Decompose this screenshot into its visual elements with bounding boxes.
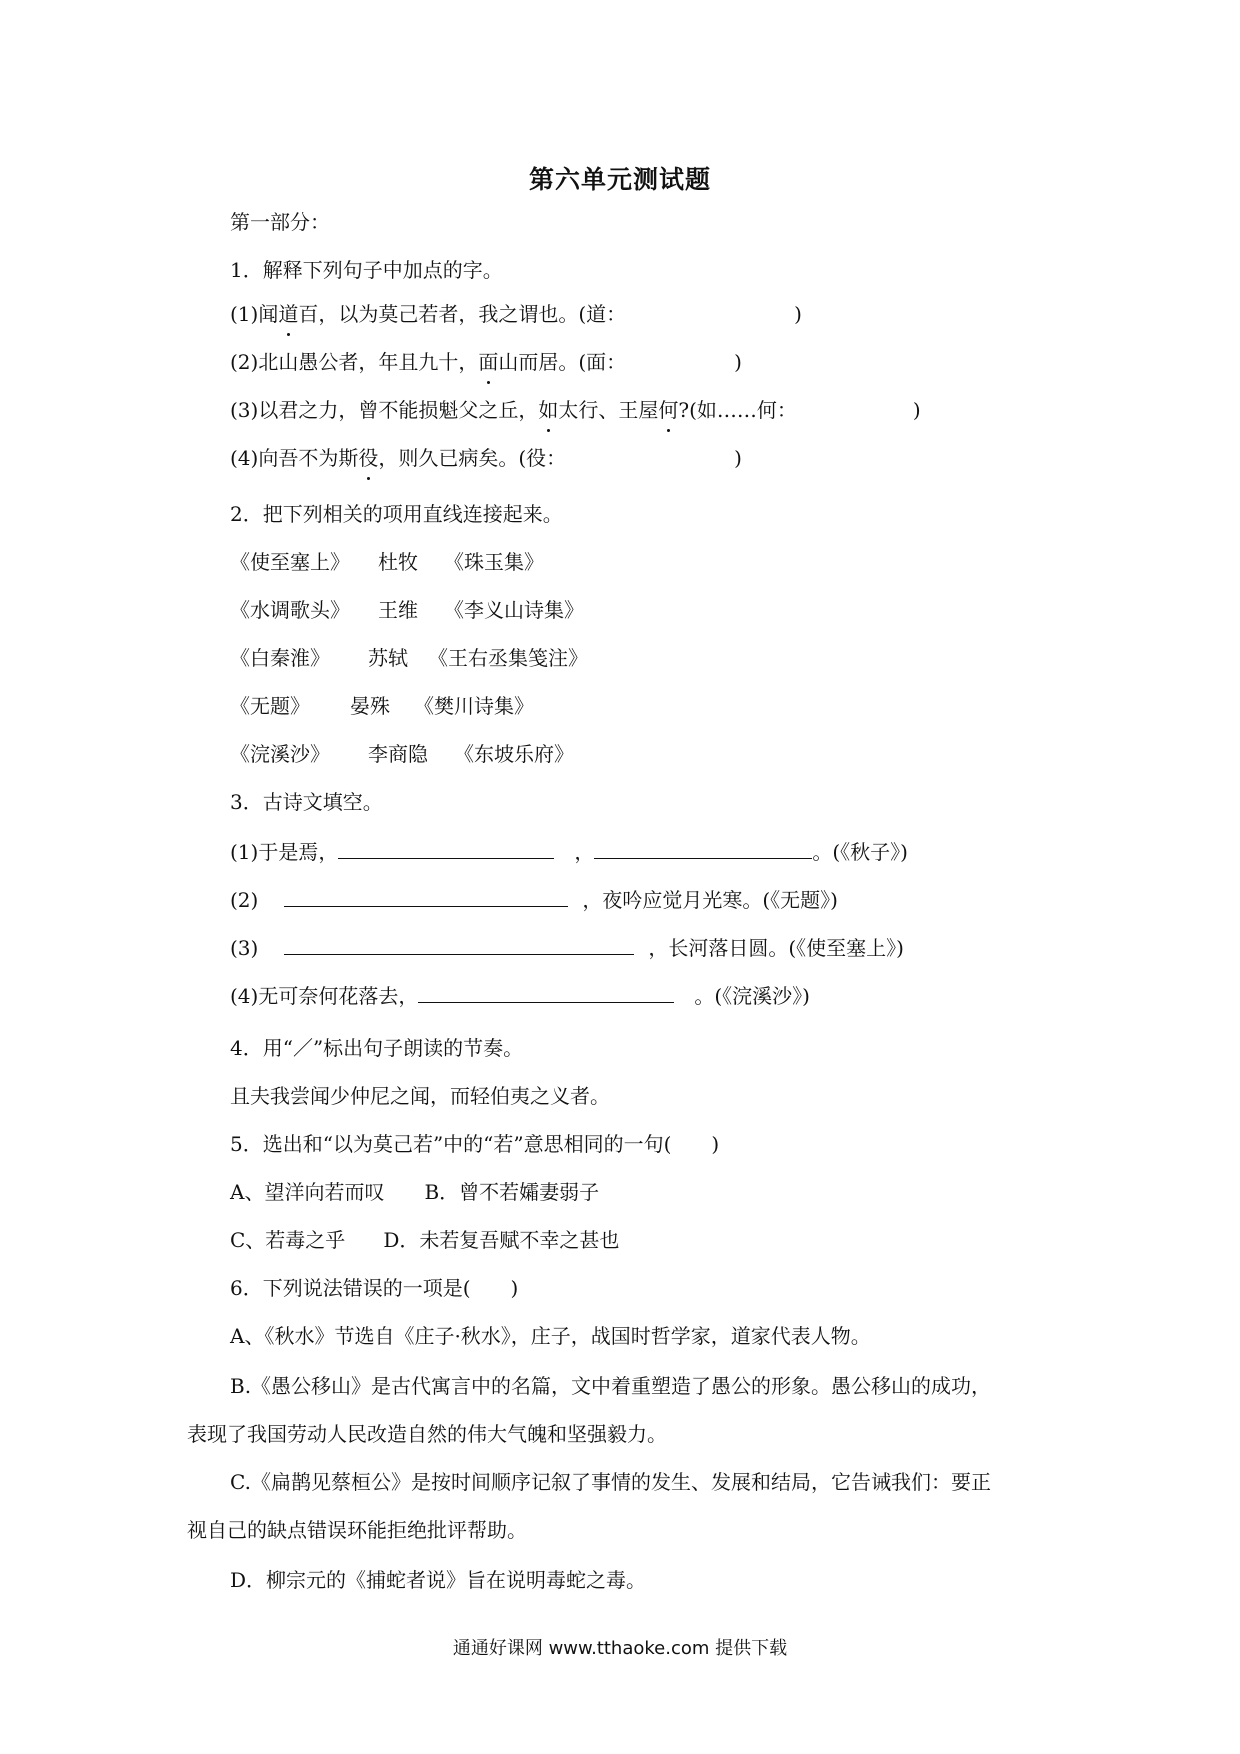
q3-line-2-post: ，夜吟应觉月光寒。(《无题》) <box>582 888 838 912</box>
q1-item-3 <box>230 396 921 424</box>
q1-item-2-pre: (2)北山愚公者，年且九十， <box>230 350 479 374</box>
q2-row-3 <box>230 644 588 672</box>
q6-option-c-line1: C.《扁鹊见蔡桓公》是按时间顺序记叙了事情的发生、发展和结局，它告诫我们：要正 <box>230 1470 991 1494</box>
q3-blank-2[interactable] <box>284 884 568 907</box>
q6-option-c-line2: 视自己的缺点错误环能拒绝批评帮助。 <box>187 1518 527 1542</box>
q2-row-3-collection: 《王右丞集笺注》 <box>428 646 588 670</box>
q2-row-2-author: 王维 <box>378 598 418 622</box>
q1-item-1-pre: (1)闻 <box>230 302 279 326</box>
q1-item-2-dot: 面 <box>478 350 499 374</box>
q3-line-1 <box>230 836 908 866</box>
q5-options-cd <box>230 1226 619 1254</box>
q1-item-2-close: ) <box>734 350 742 374</box>
q1-item-1-dot: 道 <box>278 302 299 326</box>
q1-item-2-post: 山而居。(面： <box>498 350 627 374</box>
q5-option-b: B．曾不若孀妻弱子 <box>424 1180 600 1204</box>
q6-option-d: D．柳宗元的《捕蛇者说》旨在说明毒蛇之毒。 <box>230 1568 647 1592</box>
q4-sentence: 且夫我尝闻少仲尼之闻，而轻伯夷之义者。 <box>230 1084 610 1108</box>
q1-item-4-close: ) <box>734 446 742 470</box>
q2-row-3-author: 苏轼 <box>368 646 408 670</box>
q3-line-3-pre: (3) <box>230 936 259 960</box>
q1-item-3-dot: 如 <box>538 398 559 422</box>
q5-option-c: C、若毒之乎 <box>230 1228 346 1252</box>
q2-row-4-collection: 《樊川诗集》 <box>414 694 534 718</box>
q2-row-5-poem: 《浣溪沙》 <box>230 742 330 766</box>
q5-options-ab <box>230 1178 599 1206</box>
q1-item-4-post: ，则久已病矣。(役： <box>378 446 567 470</box>
q3-line-3 <box>230 932 904 962</box>
q2-row-5-collection: 《东坡乐府》 <box>454 742 574 766</box>
q3-blank-1b[interactable] <box>594 836 812 859</box>
q3-line-1-post: 。(《秋子》) <box>812 840 908 864</box>
q3-blank-3[interactable] <box>284 932 634 955</box>
q3-line-4-post: 。(《浣溪沙》) <box>694 984 810 1008</box>
q2-row-4-author: 晏殊 <box>350 694 390 718</box>
q3-line-1-pre: (1)于是焉， <box>230 840 339 864</box>
q3-line-2-pre: (2) <box>230 888 259 912</box>
q1-item-2 <box>230 348 742 376</box>
footer-credit: 通通好课网 www.tthaoke.com 提供下载 <box>452 1638 788 1659</box>
q2-row-2-collection: 《李义山诗集》 <box>444 598 584 622</box>
part-label: 第一部分： <box>230 210 330 234</box>
q1-item-3-mid: 太行、王屋 <box>558 398 659 422</box>
q3-line-2 <box>230 884 838 914</box>
q1-item-1-post: 百，以为莫己若者，我之谓也。(道： <box>298 302 627 326</box>
q2-row-5 <box>230 740 574 768</box>
q1-item-3-post: ?(如……何： <box>678 398 797 422</box>
q3-line-3-post: ，长河落日圆。(《使至塞上》) <box>648 936 904 960</box>
q1-item-3-pre: (3)以君之力，曾不能损魁父之丘， <box>230 398 539 422</box>
q1-item-3-dot2: 何 <box>658 398 679 422</box>
q6-prompt: 6．下列说法错误的一项是( ) <box>230 1276 519 1300</box>
q1-item-4-pre: (4)向吾不为斯 <box>230 446 359 470</box>
q3-blank-1a[interactable] <box>338 836 554 859</box>
q2-row-1 <box>230 548 544 576</box>
q2-row-4 <box>230 692 534 720</box>
q3-prompt: 3．古诗文填空。 <box>230 790 383 814</box>
q1-item-1 <box>230 300 802 328</box>
q1-item-4 <box>230 444 742 472</box>
q4-prompt: 4．用“／”标出句子朗读的节奏。 <box>230 1036 524 1060</box>
q3-line-1-comma: ， <box>574 840 595 864</box>
q2-row-5-author: 李商隐 <box>368 742 428 766</box>
q3-blank-4[interactable] <box>418 980 674 1003</box>
q5-option-a: A、望洋向若而叹 <box>230 1180 385 1204</box>
q1-item-1-close: ) <box>794 302 802 326</box>
q2-row-1-collection: 《珠玉集》 <box>444 550 544 574</box>
q5-prompt: 5．选出和“以为莫己若”中的“若”意思相同的一句( ) <box>230 1132 720 1156</box>
q1-prompt: 1．解释下列句子中加点的字。 <box>230 258 503 282</box>
q2-row-2-poem: 《水调歌头》 <box>230 598 350 622</box>
q6-option-b-line1: B.《愚公移山》是古代寓言中的名篇，文中着重塑造了愚公的形象。愚公移山的成功， <box>230 1374 992 1398</box>
q1-item-4-dot: 役 <box>358 446 379 470</box>
q3-line-4-pre: (4)无可奈何花落去， <box>230 984 419 1008</box>
q2-prompt: 2．把下列相关的项用直线连接起来。 <box>230 502 563 526</box>
q6-option-a: A、《秋水》节选自《庄子·秋水》，庄子，战国时哲学家，道家代表人物。 <box>230 1324 871 1348</box>
page-title: 第六单元测试题 <box>528 165 711 194</box>
q2-row-4-poem: 《无题》 <box>230 694 310 718</box>
q2-row-1-poem: 《使至塞上》 <box>230 550 350 574</box>
q1-item-3-close: ) <box>912 398 921 422</box>
q2-row-1-author: 杜牧 <box>378 550 418 574</box>
q2-row-2 <box>230 596 584 624</box>
q3-line-4 <box>230 980 810 1010</box>
q6-option-b-line2: 表现了我国劳动人民改造自然的伟大气魄和坚强毅力。 <box>187 1422 667 1446</box>
q2-row-3-poem: 《白秦淮》 <box>230 646 330 670</box>
q5-option-d: D．未若复吾赋不幸之甚也 <box>383 1228 620 1252</box>
